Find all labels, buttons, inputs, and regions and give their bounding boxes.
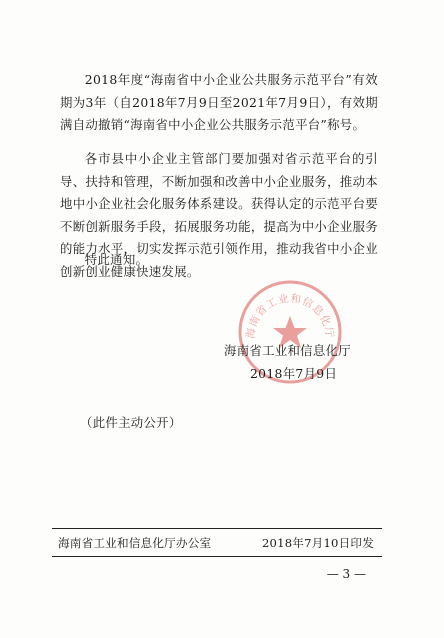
body-paragraph-requirements: 各市县中小企业主管部门要加强对省示范平台的引导、扶持和管理，不断加强和改善中小企业服务，推动本地中小企业社会化服务体系建设。获得认定的示范平台要不断创新服务手段，拓展服务功能，提高为中小企业服务的能力水平，切实发挥示范引领作用，推动我省中小企业创新创业健康快速发展。 bbox=[60, 151, 378, 279]
page-number: — 3 — bbox=[326, 567, 366, 581]
public-disclosure-note: （此件主动公开） bbox=[80, 415, 182, 430]
footer-rule-bottom bbox=[52, 556, 382, 557]
body-paragraph-validity: 2018年度“海南省中小企业公共服务示范平台”有效期为3年（自2018年7月9日至2021年7月9日），有效期满自动撤销“海南省中小企业公共服务示范平台”称号。 bbox=[60, 72, 378, 132]
body-paragraph-closing: 特此通知。 bbox=[84, 252, 149, 267]
footer-rule-top bbox=[52, 528, 382, 529]
footer-issuing-office: 海南省工业和信息化厅办公室 bbox=[58, 536, 212, 550]
seal-text: 海南省工业和信息化厅 bbox=[244, 292, 336, 340]
signature-date: 2018年7月9日 bbox=[250, 366, 338, 381]
signature-organization: 海南省工业和信息化厅 bbox=[224, 343, 351, 358]
footer-print-date: 2018年7月10日印发 bbox=[261, 536, 374, 550]
